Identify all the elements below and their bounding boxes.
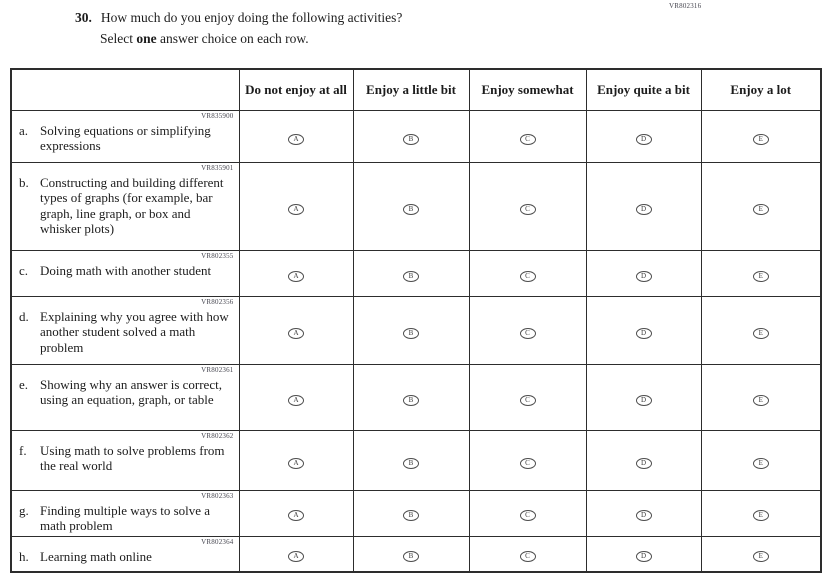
row-letter: d. [19,309,29,324]
table-row-g [11,491,821,537]
answer-bubble-d[interactable]: D [636,204,652,215]
answer-bubble-a[interactable]: A [288,510,304,521]
activity-label [19,377,234,408]
answer-cell [239,365,353,431]
answer-cell [701,297,821,365]
activity-label-cell [11,163,239,251]
activity-label [19,549,234,564]
row-text: Constructing and building different types of graphs (for example, bar graph, line graph, or box and whisker plots) [40,175,224,236]
activity-label-cell [11,491,239,537]
row-text: Learning math online [40,548,152,564]
row-text: Doing math with another student [40,263,212,278]
answer-bubble-b[interactable]: B [403,458,419,469]
row-letter: h. [19,548,29,564]
activity-label [19,263,234,278]
table-row-f [11,431,821,491]
question-text: How much do you enjoy doing the following activities? [100,10,403,25]
answer-cell [353,431,469,491]
answer-bubble-e[interactable]: E [753,328,769,339]
answer-cell [353,163,469,251]
table-row-d [11,297,821,365]
row-code: VR835900 [201,112,234,120]
answer-cell [586,431,701,491]
answer-bubble-b[interactable]: B [403,328,419,339]
column-header-5: Enjoy a lot [701,69,821,111]
row-text: Solving equations or simplifying expressions [40,123,211,154]
activity-label [19,443,234,474]
column-header-1: Do not enjoy at all [239,69,353,111]
activity-label [19,123,234,154]
column-header-3: Enjoy somewhat [469,69,586,111]
answer-cell [353,251,469,297]
activity-label-cell [11,297,239,365]
answer-cell [701,111,821,163]
answer-cell [469,111,586,163]
answer-bubble-c[interactable]: C [520,510,536,521]
instruction-prefix: Select [100,31,137,46]
row-text: Showing why an answer is correct, using an equation, graph, or table [40,377,222,408]
row-code: VR802364 [201,537,234,546]
row-letter: b. [19,175,29,190]
answer-cell [586,251,701,297]
answer-cell [701,365,821,431]
answer-cell [469,491,586,537]
answer-bubble-d[interactable]: D [636,271,652,282]
answer-cell [239,297,353,365]
table-row-e [11,365,821,431]
answer-bubble-a[interactable]: A [288,395,304,406]
answer-cell [701,431,821,491]
table-corner-cell [11,69,239,111]
answer-bubble-a[interactable]: A [288,458,304,469]
answer-cell [586,111,701,163]
answer-cell [701,491,821,537]
answer-cell [586,297,701,365]
answer-bubble-b[interactable]: B [403,395,419,406]
question-line [75,10,402,26]
answer-cell [353,111,469,163]
answer-bubble-b[interactable]: B [403,510,419,521]
answer-bubble-c[interactable]: C [520,551,536,562]
answer-bubble-a[interactable]: A [288,328,304,339]
table-row-h [11,536,821,572]
answer-bubble-e[interactable]: E [753,395,769,406]
answer-bubble-e[interactable]: E [753,134,769,145]
instruction-suffix: answer choice on each row. [156,31,309,46]
form-code: VR802316 [669,2,702,10]
answer-bubble-a[interactable]: A [288,134,304,145]
column-header-4: Enjoy quite a bit [586,69,701,111]
column-header-2: Enjoy a little bit [353,69,469,111]
row-code: VR802356 [201,298,234,306]
answer-bubble-e[interactable]: E [753,271,769,282]
answer-bubble-c[interactable]: C [520,458,536,469]
row-letter: a. [19,123,29,138]
row-text: Explaining why you agree with how another student solved a math problem [40,309,229,355]
answer-bubble-c[interactable]: C [520,328,536,339]
answer-cell [239,536,353,572]
answer-cell [586,365,701,431]
activity-label [19,175,234,236]
answer-bubble-b[interactable]: B [403,134,419,145]
header-row [11,69,821,111]
answer-bubble-b[interactable]: B [403,204,419,215]
answer-bubble-d[interactable]: D [636,134,652,145]
activity-label-cell [11,111,239,163]
answer-bubble-e[interactable]: E [753,510,769,521]
answer-bubble-b[interactable]: B [403,271,419,282]
row-code: VR802361 [201,366,234,374]
answer-cell [701,251,821,297]
answer-cell [469,431,586,491]
answer-bubble-c[interactable]: C [520,271,536,282]
row-letter: c. [19,263,29,278]
answer-cell [239,491,353,537]
row-letter: g. [19,503,29,518]
row-code: VR802362 [201,432,234,440]
answer-bubble-d[interactable]: D [636,395,652,406]
table-row-a [11,111,821,163]
answer-cell [586,536,701,572]
answer-cell [469,251,586,297]
answer-cell [469,536,586,572]
activity-label-cell [11,536,239,572]
table-row-b [11,163,821,251]
answer-bubble-a[interactable]: A [288,271,304,282]
answer-cell [469,365,586,431]
answer-bubble-c[interactable]: C [520,204,536,215]
row-text: Finding multiple ways to solve a math problem [40,503,211,534]
row-code: VR802363 [201,492,234,500]
answer-cell [586,163,701,251]
answer-bubble-d[interactable]: D [636,510,652,521]
answer-cell [353,491,469,537]
instruction-bold: one [136,31,157,46]
survey-table [10,68,822,573]
activity-label [19,309,234,355]
answer-cell [353,297,469,365]
row-letter: f. [19,443,27,458]
answer-bubble-b[interactable]: B [403,551,419,562]
answer-bubble-d[interactable]: D [636,551,652,562]
answer-cell [239,163,353,251]
answer-bubble-e[interactable]: E [753,551,769,562]
instruction-line [100,31,309,47]
answer-cell [239,251,353,297]
answer-cell [469,163,586,251]
answer-cell [701,536,821,572]
row-code: VR802355 [201,252,234,260]
answer-bubble-a[interactable]: A [288,551,304,562]
table-row-c [11,251,821,297]
activity-label [19,503,234,534]
row-code: VR835901 [201,164,234,172]
answer-bubble-c[interactable]: C [520,395,536,406]
answer-cell [239,111,353,163]
table-body [11,111,821,573]
answer-cell [353,365,469,431]
answer-cell [469,297,586,365]
answer-cell [353,536,469,572]
question-number: 30. [75,10,92,25]
answer-bubble-d[interactable]: D [636,328,652,339]
activity-label-cell [11,431,239,491]
answer-bubble-e[interactable]: E [753,458,769,469]
answer-bubble-e[interactable]: E [753,204,769,215]
activity-label-cell [11,251,239,297]
answer-cell [239,431,353,491]
answer-bubble-c[interactable]: C [520,134,536,145]
answer-bubble-d[interactable]: D [636,458,652,469]
activity-label-cell [11,365,239,431]
row-letter: e. [19,377,29,392]
answer-bubble-a[interactable]: A [288,204,304,215]
row-text: Using math to solve problems from the real world [40,443,225,474]
answer-cell [586,491,701,537]
answer-cell [701,163,821,251]
